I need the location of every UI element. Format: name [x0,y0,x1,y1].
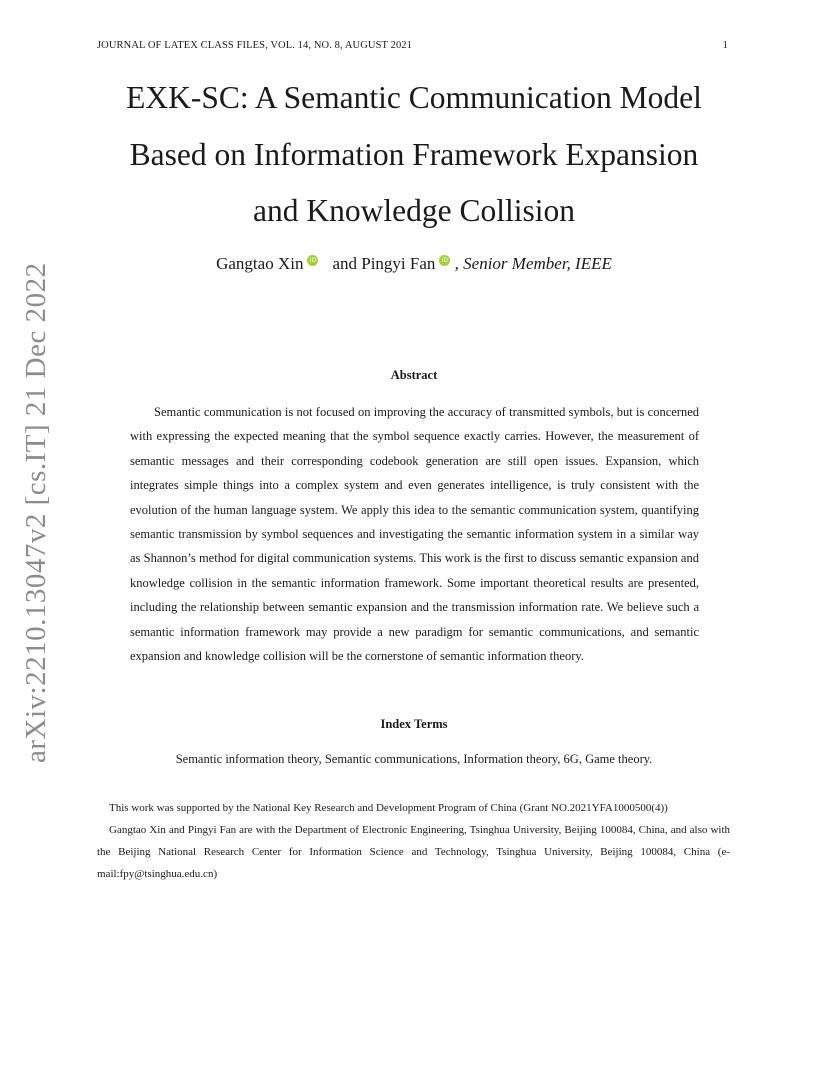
orcid-icon[interactable]: iD [307,255,318,266]
page-number: 1 [722,40,728,51]
author-role: , Senior Member, IEEE [454,254,612,273]
paper-title [60,70,768,240]
footnotes [97,797,730,885]
index-terms-heading: Index Terms [380,717,448,731]
journal-header: JOURNAL OF LATEX CLASS FILES, VOL. 14, NO. 8, AUGUST 2021 [97,40,412,51]
title-line-3: and Knowledge Collision [253,193,575,228]
author-name-2: Pingyi Fan [361,254,436,273]
author-name-1: Gangtao Xin [216,254,304,273]
index-terms-text: Semantic information theory, Semantic communications, Information theory, 6G, Game theory. [175,752,653,766]
running-header [97,40,731,54]
title-line-2: Based on Information Framework Expansion [129,136,699,172]
author-line [60,252,768,276]
title-line-1: EXK-SC: A Semantic Communication Model [126,80,702,115]
arxiv-identifier[interactable]: arXiv:2210.13047v2 [cs.IT] 21 Dec 2022 [20,262,52,763]
orcid-icon[interactable]: iD [439,255,450,266]
footnote-affiliation: Gangtao Xin and Pingyi Fan are with the Department of Electronic Engineering, Tsinghua University, Beijing 100084, China, and also with the Beijing National Research Center for Information Science and Technology, Tsinghua University, Beijing 100084, China (e-mail:fpy@tsinghua.edu.cn) [97,824,730,880]
footnote-funding: This work was supported by the National Key Research and Development Program of China (Grant NO.2021YFA1000500(4)) [109,802,668,814]
author-connector: and [332,254,357,273]
abstract-text: Semantic communication is not focused on improving the accuracy of transmitted symbols, but is concerned with expressing the expected meaning that the symbol sequence exactly carries. However, the measurement of semantic messages and their corresponding codebook generation are still open issues. Expansion, which integrates simple things into a complex system and even generates intelligence, is truly consistent with the evolution of the human language system. We apply this idea to the semantic communication system, quantifying semantic transmission by symbol sequences and investigating the semantic information system in a similar way as Shannon’s method for digital communication systems. This work is the first to discuss semantic expansion and knowledge collision in the semantic information framework. Some important theoretical results are presented, including the relationship between semantic expansion and the transmission information rate. We believe such a semantic information framework may provide a new paradigm for semantic communications, and semantic expansion and knowledge collision will be the cornerstone of semantic information theory. [130,405,699,664]
abstract-heading: Abstract [390,368,438,382]
